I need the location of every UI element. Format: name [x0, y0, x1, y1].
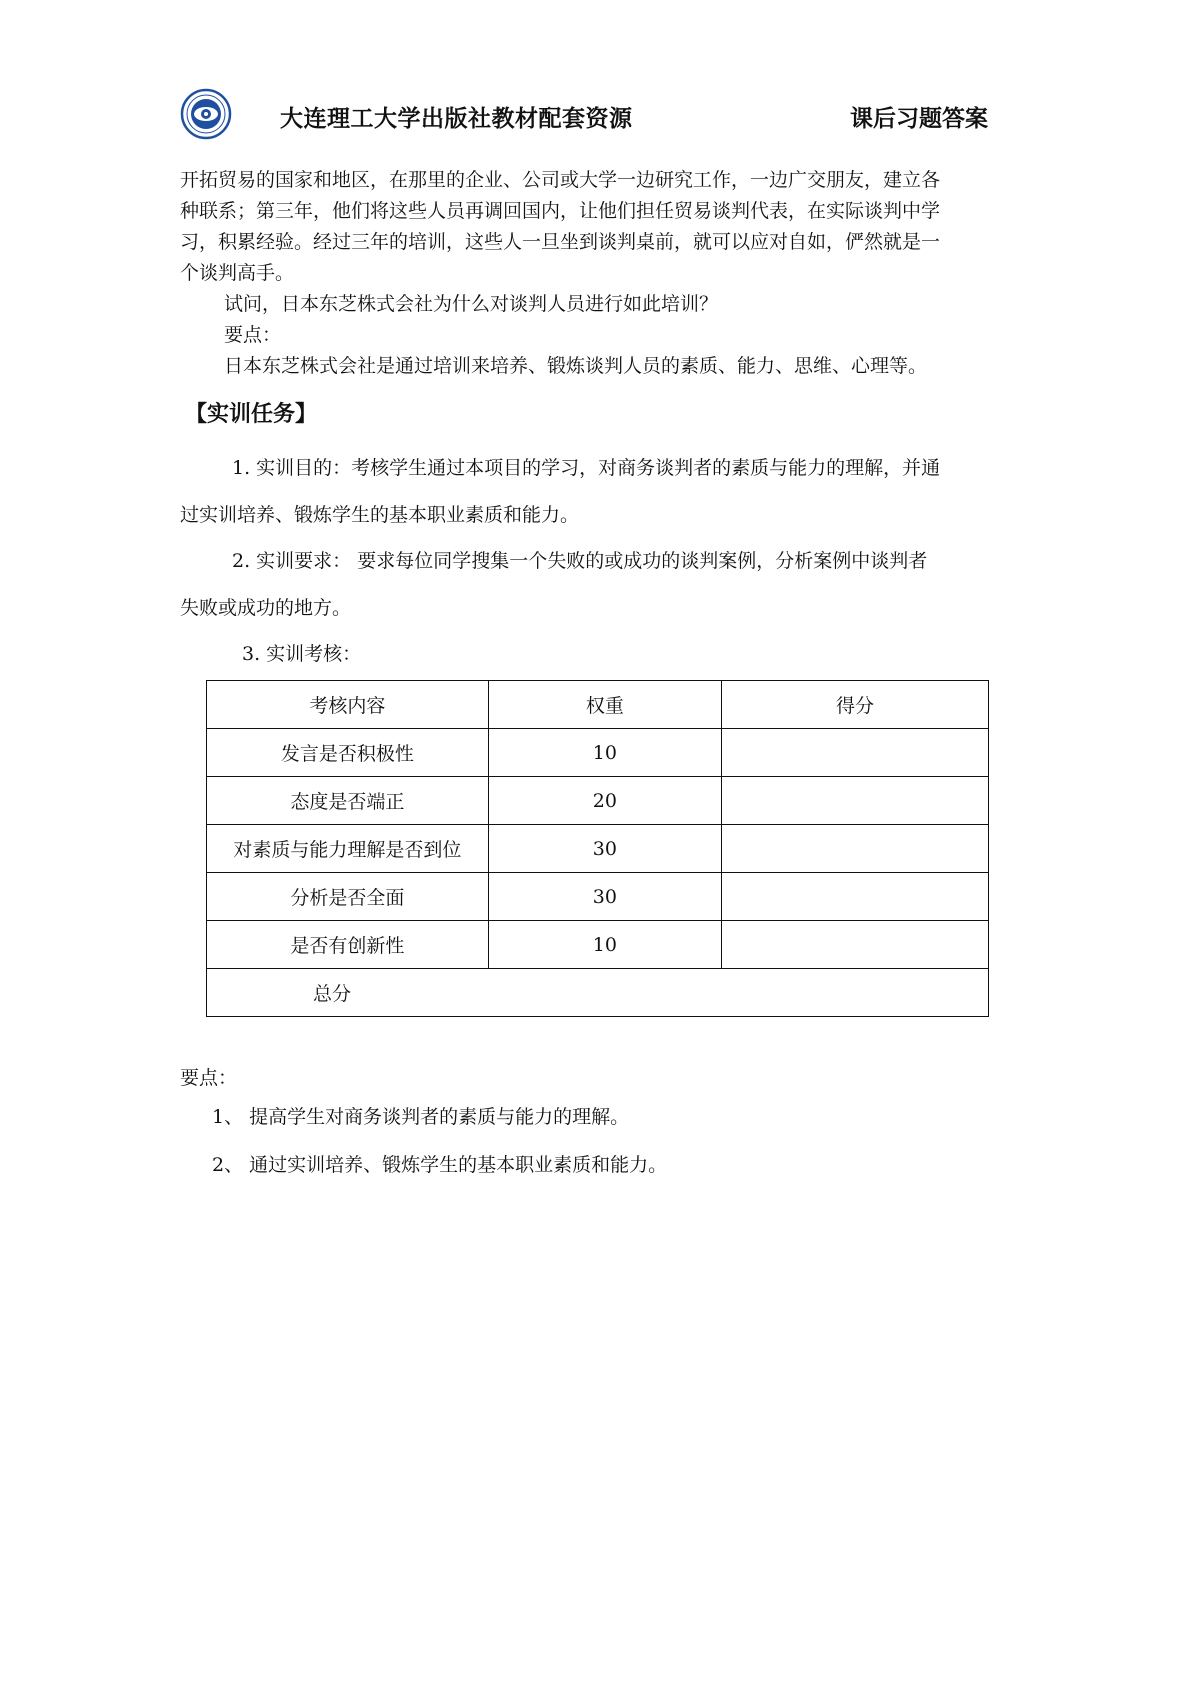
- training-purpose-line: 过实训培养、锻炼学生的基本职业素质和能力。: [180, 504, 580, 526]
- publisher-name: 大连理工大学出版社教材配套资源: [280, 106, 633, 132]
- header-cell-item: 考核内容: [207, 681, 489, 729]
- cell-item: 态度是否端正: [207, 777, 489, 825]
- header-cell-weight: 权重: [488, 681, 721, 729]
- table-total-row: [207, 969, 989, 1017]
- key-points-label: 要点：: [224, 324, 282, 346]
- case-text-line: 习，积累经验。经过三年的培训，这些人一旦坐到谈判桌前，就可以应对自如，俨然就是一: [180, 231, 941, 253]
- table-row: [207, 873, 989, 921]
- training-requirement-line: 2. 实训要求： 要求每位同学搜集一个失败的或成功的谈判案例，分析案例中谈判者: [232, 550, 928, 572]
- table-row: [207, 921, 989, 969]
- cell-total-label: 总分: [207, 969, 989, 1017]
- case-answer: 日本东芝株式会社是通过培训来培养、锻炼谈判人员的素质、能力、思维、心理等。: [224, 355, 928, 377]
- document-type: 课后习题答案: [850, 106, 988, 132]
- cell-weight: 10: [488, 921, 721, 969]
- header-cell-score: 得分: [721, 681, 988, 729]
- cell-item: 发言是否积极性: [207, 729, 489, 777]
- section-title: 【实训任务】: [185, 402, 318, 427]
- training-requirement-line: 失败或成功的地方。: [180, 597, 352, 619]
- case-text-line: 种联系；第三年，他们将这些人员再调回国内，让他们担任贸易谈判代表，在实际谈判中学: [180, 200, 941, 222]
- cell-score: [721, 921, 988, 969]
- cell-item: 是否有创新性: [207, 921, 489, 969]
- table-row: [207, 777, 989, 825]
- cell-item: 分析是否全面: [207, 873, 489, 921]
- cell-score: [721, 873, 988, 921]
- cell-score: [721, 777, 988, 825]
- table-row: [207, 729, 989, 777]
- summary-label: 要点：: [180, 1067, 238, 1089]
- assessment-label: 3. 实训考核：: [242, 643, 362, 665]
- table-row: [207, 825, 989, 873]
- training-purpose-line: 1. 实训目的：考核学生通过本项目的学习，对商务谈判者的素质与能力的理解，并通: [232, 457, 941, 479]
- assessment-table: [206, 680, 989, 1017]
- case-text-line: 开拓贸易的国家和地区，在那里的企业、公司或大学一边研究工作，一边广交朋友，建立各: [180, 169, 941, 191]
- cell-score: [721, 729, 988, 777]
- cell-weight: 20: [488, 777, 721, 825]
- cell-score: [721, 825, 988, 873]
- table-header-row: [207, 681, 989, 729]
- cell-item: 对素质与能力理解是否到位: [207, 825, 489, 873]
- summary-point: 1、 提高学生对商务谈判者的素质与能力的理解。: [212, 1106, 630, 1128]
- case-text-line: 个谈判高手。: [180, 262, 295, 284]
- cell-weight: 10: [488, 729, 721, 777]
- case-question: 试问，日本东芝株式会社为什么对谈判人员进行如此培训？: [224, 293, 719, 315]
- page-header: [180, 88, 1010, 148]
- university-seal-logo: [180, 88, 232, 140]
- cell-weight: 30: [488, 825, 721, 873]
- case-text: [180, 165, 1010, 289]
- cell-weight: 30: [488, 873, 721, 921]
- summary-point: 2、 通过实训培养、锻炼学生的基本职业素质和能力。: [212, 1154, 668, 1176]
